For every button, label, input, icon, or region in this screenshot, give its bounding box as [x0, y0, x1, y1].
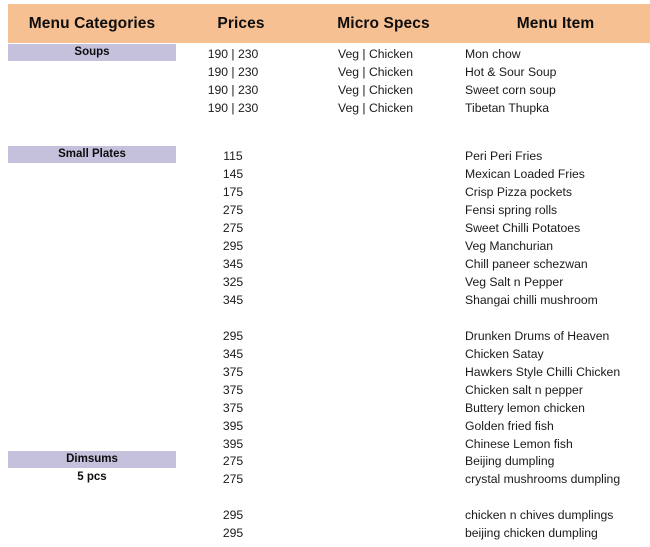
cell-micro-spec — [298, 183, 453, 201]
cell-micro-spec: Veg | Chicken — [338, 83, 413, 97]
cell-micro-spec — [298, 417, 453, 435]
cell-price: 295 — [222, 329, 244, 343]
table-row — [0, 201, 650, 219]
cell-price: 375 — [222, 383, 244, 397]
cell-menu-item: Hot & Sour Soup — [465, 65, 557, 79]
cell-micro-spec — [298, 147, 453, 165]
cell-micro-spec — [298, 237, 453, 255]
cell-micro-spec: Veg | Chicken — [338, 47, 413, 61]
table-row — [0, 99, 650, 117]
cell-menu-item: Mon chow — [465, 47, 521, 61]
cell-menu-item: Fensi spring rolls — [465, 203, 558, 217]
table-row — [0, 237, 650, 255]
cell-price: 175 — [222, 185, 244, 199]
cell-micro-spec — [298, 273, 453, 291]
cell-menu-item: Sweet corn soup — [465, 83, 556, 97]
cell-price: 145 — [222, 167, 244, 181]
table-row — [0, 273, 650, 291]
cell-price: 190 | 230 — [207, 101, 259, 115]
table-row — [0, 45, 650, 63]
cell-micro-spec — [298, 345, 453, 363]
cell-menu-item: Drunken Drums of Heaven — [465, 329, 610, 343]
cell-menu-item: Mexican Loaded Fries — [465, 167, 585, 181]
cell-price: 190 | 230 — [207, 47, 259, 61]
cell-menu-item: Chinese Lemon fish — [465, 437, 573, 451]
category-label: Soups — [74, 46, 110, 58]
cell-price: 275 — [222, 203, 244, 217]
cell-price — [168, 488, 298, 506]
cell-micro-spec — [298, 488, 453, 506]
cell-micro-spec — [298, 381, 453, 399]
table-header-row — [8, 4, 650, 43]
category-label: Small Plates — [58, 148, 126, 160]
cell-price: 375 — [222, 365, 244, 379]
cell-menu-item: Sweet Chilli Potatoes — [465, 221, 581, 235]
cell-price: 345 — [222, 293, 244, 307]
cell-price: 190 | 230 — [207, 65, 259, 79]
cell-micro-spec — [298, 291, 453, 309]
cell-menu-item: Crisp Pizza pockets — [465, 185, 573, 199]
table-row — [0, 363, 650, 381]
cell-price: 295 — [222, 508, 244, 522]
table-row — [0, 219, 650, 237]
cell-micro-spec — [298, 201, 453, 219]
cell-price — [168, 309, 298, 327]
table-row — [0, 470, 650, 488]
table-row — [0, 81, 650, 99]
cell-price: 395 — [222, 437, 244, 451]
table-row — [0, 147, 650, 165]
cell-price: 275 — [222, 454, 244, 468]
cell-menu-item: crystal mushrooms dumpling — [465, 472, 621, 486]
cell-menu-item: beijing chicken dumpling — [465, 526, 598, 540]
cell-menu-item — [465, 309, 650, 327]
cell-price: 190 | 230 — [207, 83, 259, 97]
cell-micro-spec — [298, 165, 453, 183]
cell-price: 295 — [222, 239, 244, 253]
cell-micro-spec — [298, 399, 453, 417]
cell-menu-item: Veg Salt n Pepper — [465, 275, 564, 289]
column-header-menu-categories: Menu Categories — [28, 15, 156, 32]
cell-micro-spec — [298, 255, 453, 273]
cell-menu-item: Buttery lemon chicken — [465, 401, 585, 415]
cell-menu-item: Peri Peri Fries — [465, 149, 543, 163]
table-row — [0, 345, 650, 363]
cell-price: 345 — [222, 347, 244, 361]
table-row — [0, 506, 650, 524]
table-row — [0, 417, 650, 435]
cell-price: 115 — [223, 149, 243, 163]
cell-menu-item: Beijing dumpling — [465, 454, 555, 468]
table-row — [0, 291, 650, 309]
cell-micro-spec — [298, 435, 453, 453]
table-row — [0, 488, 650, 506]
cell-menu-item: Shangai chilli mushroom — [465, 293, 598, 307]
table-row — [0, 309, 650, 327]
cell-micro-spec: Veg | Chicken — [338, 101, 413, 115]
table-row — [0, 327, 650, 345]
table-row — [0, 165, 650, 183]
cell-micro-spec — [298, 452, 453, 470]
cell-menu-item: Chill paneer schezwan — [465, 257, 588, 271]
table-row — [0, 255, 650, 273]
category-label: Dimsums — [66, 453, 118, 465]
cell-micro-spec — [298, 327, 453, 345]
column-header-prices: Prices — [217, 15, 265, 32]
table-row — [0, 63, 650, 81]
table-row — [0, 524, 650, 542]
cell-micro-spec: Veg | Chicken — [338, 65, 413, 79]
table-row — [0, 381, 650, 399]
cell-micro-spec — [298, 219, 453, 237]
cell-price: 345 — [222, 257, 244, 271]
cell-menu-item: chicken n chives dumplings — [465, 508, 614, 522]
cell-price: 395 — [222, 419, 244, 433]
column-header-micro-specs: Micro Specs — [337, 15, 430, 32]
cell-price: 275 — [222, 221, 244, 235]
cell-menu-item: Veg Manchurian — [465, 239, 554, 253]
category-sublabel: 5 pcs — [77, 471, 107, 483]
table-row — [0, 399, 650, 417]
cell-price: 295 — [222, 526, 244, 540]
cell-menu-item: Hawkers Style Chilli Chicken — [465, 365, 621, 379]
cell-micro-spec — [298, 506, 453, 524]
cell-price: 375 — [222, 401, 244, 415]
cell-micro-spec — [298, 470, 453, 488]
cell-menu-item — [465, 488, 650, 506]
cell-price: 275 — [222, 472, 244, 486]
cell-menu-item: Golden fried fish — [465, 419, 554, 433]
cell-micro-spec — [298, 309, 453, 327]
column-header-menu-item: Menu Item — [516, 15, 595, 32]
table-row — [0, 452, 650, 470]
table-row — [0, 183, 650, 201]
cell-micro-spec — [298, 524, 453, 542]
cell-menu-item: Chicken Satay — [465, 347, 544, 361]
cell-menu-item: Tibetan Thupka — [465, 101, 550, 115]
cell-menu-item: Chicken salt n pepper — [465, 383, 583, 397]
cell-micro-spec — [298, 363, 453, 381]
cell-price: 325 — [222, 275, 244, 289]
